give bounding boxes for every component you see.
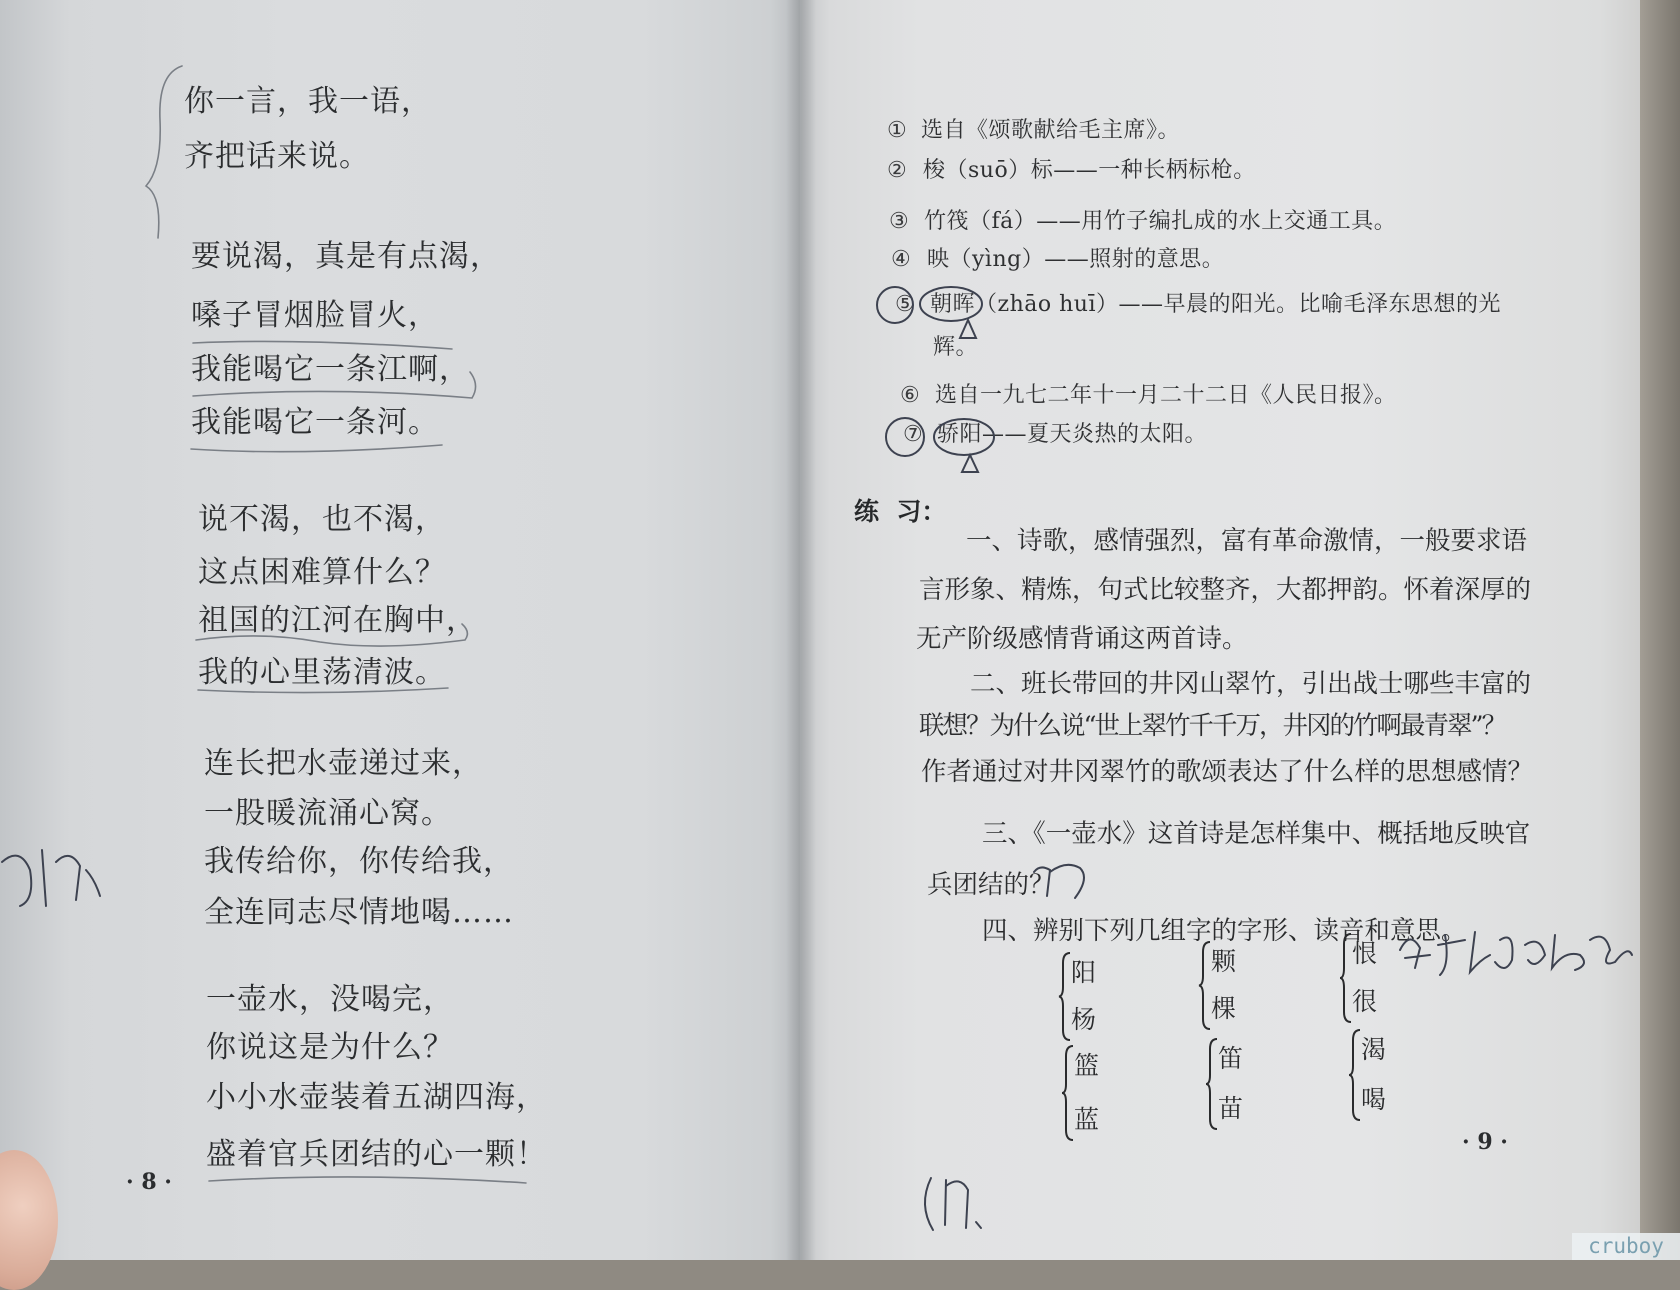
exercise-line: 四、辨别下列几组字的字形、读音和意思。 [982,916,1467,946]
brace-icon [1205,1037,1219,1131]
footnote-number: ② [887,158,907,183]
brace-icon [1198,940,1212,1031]
char-group [1198,940,1258,1031]
footnote-text: 梭（suō）标——一种长柄标枪。 [923,158,1256,183]
char-group [1348,1028,1408,1122]
char-group [1061,1044,1121,1142]
char: 颗 [1211,947,1237,976]
poem-line: 你说这是为什么？ [206,1030,454,1065]
exercise-line: 无产阶级感情背诵这两首诗。 [916,624,1248,654]
poem-line: 我能喝它一条江啊， [191,352,470,387]
footnote-number: ④ [891,247,911,272]
footnote-text: 骄阳——夏天炎热的太阳。 [937,422,1208,447]
footnote-number: ③ [889,209,909,234]
poem-line: 这点困难算什么？ [198,555,446,590]
footnote-number: ① [887,118,907,143]
brace-icon [1058,951,1072,1042]
exercise-line: 联想？为什么说“世上翠竹千千万，井冈的竹啊最青翠”？ [919,711,1506,741]
poem-line: 你一言，我一语， [184,84,432,119]
exercise-line: 言形象、精炼，句式比较整齐，大都押韵。怀着深厚的 [919,575,1532,605]
exercise-line: 二、班长带回的井冈山翠竹，引出战士哪些丰富的 [970,669,1532,699]
book-spine [786,0,816,1260]
poem-line: 齐把话来说。 [184,139,370,174]
exercise-line: 作者通过对井冈翠竹的歌颂表达了什么样的思想感情？ [921,757,1534,787]
page-number-right: · 9 · [1462,1129,1508,1155]
footnote-text-continued: 辉。 [933,335,979,360]
poem-line: 我能喝它一条河。 [191,405,439,440]
char: 杨 [1071,1005,1097,1034]
poem-line: 小小水壶装着五湖四海， [206,1080,547,1115]
poem-line: 要说渴，真是有点渴， [191,239,501,274]
char: 苗 [1218,1094,1244,1123]
footnote-number: ⑤ [895,292,915,317]
footnote-text: 选自《颂歌献给毛主席》。 [921,118,1181,143]
exercise-heading: 练 习： [854,497,947,526]
poem-line: 连长把水壶递过来， [204,746,483,781]
char-group [1205,1037,1265,1131]
char: 篮 [1074,1051,1100,1080]
page-number-left: · 8 · [126,1169,172,1195]
brace-icon [1348,1028,1362,1122]
poem-line: 一股暖流涌心窝。 [204,796,452,831]
exercise-line: 三、《一壶水》这首诗是怎样集中、概括地反映官 [982,819,1531,849]
brace-icon [1339,932,1353,1024]
desk-background [1640,0,1680,1260]
char: 阳 [1071,958,1097,987]
exercise-line: 兵团结的？ [927,870,1055,900]
footnote-text: 朝晖（zhāo huī）——早晨的阳光。比喻毛泽东思想的光 [930,292,1501,317]
char: 笛 [1218,1044,1244,1073]
footnote-text: 竹筏（fá）——用竹子编扎成的水上交通工具。 [924,209,1397,234]
char: 喝 [1361,1085,1387,1114]
footnote-number: ⑥ [900,383,920,408]
poem-line: 全连同志尽情地喝…… [204,895,514,930]
char-group [1339,932,1399,1024]
brace-icon [1061,1044,1075,1142]
watermark: cruboy [1572,1233,1680,1260]
poem-line: 我的心里荡清波。 [198,655,446,690]
footnote-text: 映（yìng）——照射的意思。 [927,247,1225,272]
poem-line: 一壶水，没喝完， [206,982,454,1017]
char: 很 [1352,987,1378,1016]
footnote-number: ⑦ [903,422,923,447]
footnote-text: 选自一九七二年十一月二十二日《人民日报》。 [935,383,1397,408]
char: 恨 [1352,939,1378,968]
char-group [1058,951,1118,1042]
poem-line: 盛着官兵团结的心一颗！ [206,1137,547,1172]
poem-line: 嗓子冒烟脸冒火， [191,298,439,333]
poem-line: 说不渴，也不渴， [198,502,446,537]
char: 蓝 [1074,1105,1100,1134]
exercise-line: 一、诗歌，感情强烈，富有革命激情，一般要求语 [966,526,1528,556]
poem-line: 祖国的江河在胸中， [198,603,477,638]
char: 棵 [1211,994,1237,1023]
char: 渴 [1361,1035,1387,1064]
poem-line: 我传给你，你传给我， [204,844,514,879]
